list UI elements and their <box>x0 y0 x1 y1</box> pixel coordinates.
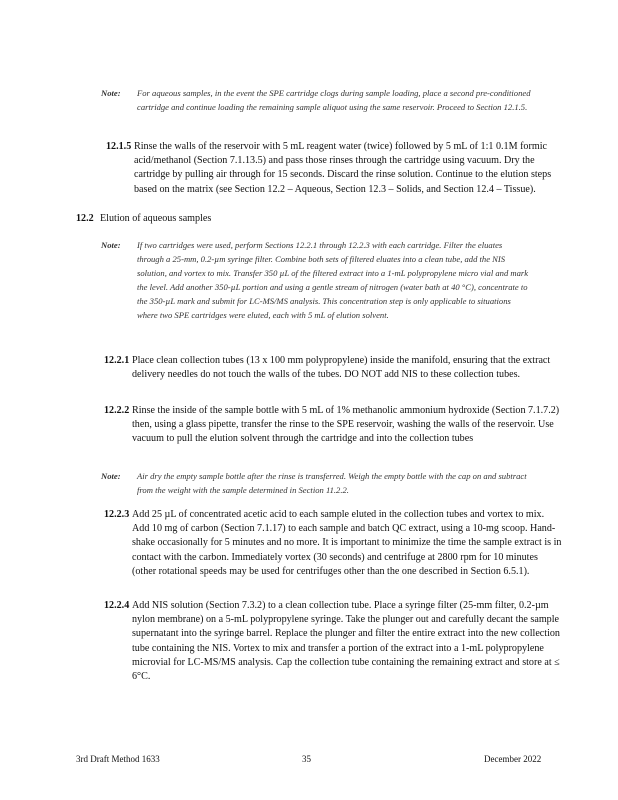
footer-page-number: 35 <box>302 754 311 764</box>
section-12-1-5 <box>106 140 558 197</box>
section-number: 12.1.5 <box>106 141 132 152</box>
note-text: For aqueous samples, in the event the SPE cartridge clogs during sample loading, place a second pre-conditioned cartridge and continue loading the remaining sample aliquot using the same reservoir. Proceed to Section 12.1.5. <box>137 88 531 112</box>
section-12-2-heading <box>76 212 556 226</box>
section-12-2-3 <box>104 508 562 579</box>
footer-date: December 2022 <box>484 754 542 764</box>
note-pre-conditioned-cartridge <box>101 86 537 114</box>
note-text: Air dry the empty sample bottle after the rinse is transferred. Weigh the empty bottle with the cap on and subtract from the weight with the sample determined in Section 11.2.2. <box>137 471 527 495</box>
section-12-2-2 <box>104 404 560 447</box>
note-label: Note: <box>101 471 121 481</box>
section-text: Rinse the inside of the sample bottle with 5 mL of 1% methanolic ammonium hydroxide (Section 7.1.7.2) then, using a glass pipette, transfer the rinse to the SPE reservoir, washing the walls of the reservoir. Use vacuum to pull the elution solvent through the cartridge and into the collection tubes <box>132 405 560 445</box>
section-number: 12.2.2 <box>104 405 130 416</box>
section-number: 12.2.4 <box>104 600 130 611</box>
note-label: Note: <box>101 240 121 250</box>
section-12-2-1 <box>104 354 558 382</box>
note-two-cartridges <box>101 238 529 322</box>
section-title: Elution of aqueous samples <box>100 213 212 224</box>
section-number: 12.2.3 <box>104 509 130 520</box>
section-text: Add 25 µL of concentrated acetic acid to each sample eluted in the collection tubes and vortex to mix. Add 10 mg of carbon (Section 7.1.17) to each sample and batch QC extract, using a 10-mg scoop. Hand-shake occasionally for 5 minutes and no more. It is important to minimize the time the sample extract is in contact with the carbon. Immediately vortex (30 seconds) and centrifuge at 2800 rpm for 10 minutes (other rotational speeds may be used for centrifuges other than the one described in Section 6.5.1). <box>132 509 562 577</box>
note-text: If two cartridges were used, perform Sections 12.2.1 through 12.2.3 with each cartridge. Filter the eluates through a 25-mm, 0.2-µm syringe filter. Combine both sets of filtered eluates into a clean tube, add the NIS solution, and vortex to mix. Transfer 350 µL of the filtered extract into a 1-mL polypropylene micro vial and mark the level. Add another 350-µL portion and using a gentle stream of nitrogen (water bath at 40 °C), concentrate to the 350-µL mark and submit for LC-MS/MS analysis. This concentration step is only applicable to situations where two SPE cartridges were eluted, each with 5 mL of elution solvent. <box>137 240 529 320</box>
note-label: Note: <box>101 88 121 98</box>
note-air-dry-bottle <box>101 469 529 497</box>
section-text: Place clean collection tubes (13 x 100 mm polypropylene) inside the manifold, ensuring that the extract delivery needles do not touch the walls of the tubes. DO NOT add NIS to these collection tubes. <box>132 355 551 381</box>
footer-method-name: 3rd Draft Method 1633 <box>76 754 160 764</box>
section-number: 12.2.1 <box>104 355 130 366</box>
section-12-2-4 <box>104 599 560 684</box>
section-number: 12.2 <box>76 213 94 224</box>
section-text: Add NIS solution (Section 7.3.2) to a clean collection tube. Place a syringe filter (25-mm filter, 0.2-µm nylon membrane) on a 5-mL polypropylene syringe. Take the plunger out and carefully decant the sample supernatant into the syringe barrel. Replace the plunger and filter the entire extract into the new collection tube containing the NIS. Vortex to mix and transfer a portion of the extract into a 1-mL polypropylene microvial for LC-MS/MS analysis. Cap the collection tube containing the remaining extract and store at ≤ 6°C. <box>132 600 560 683</box>
section-text: Rinse the walls of the reservoir with 5 mL reagent water (twice) followed by 5 mL of 1:1 0.1M formic acid/methanol (Section 7.1.13.5) and pass those rinses through the cartridge using vacuum. Dry the cartridge by pulling air through for 15 seconds. Discard the rinse solution. Continue to the elution steps based on the matrix (see Section 12.2 – Aqueous, Section 12.3 – Solids, and Section 12.4 – Tissue). <box>134 141 552 195</box>
